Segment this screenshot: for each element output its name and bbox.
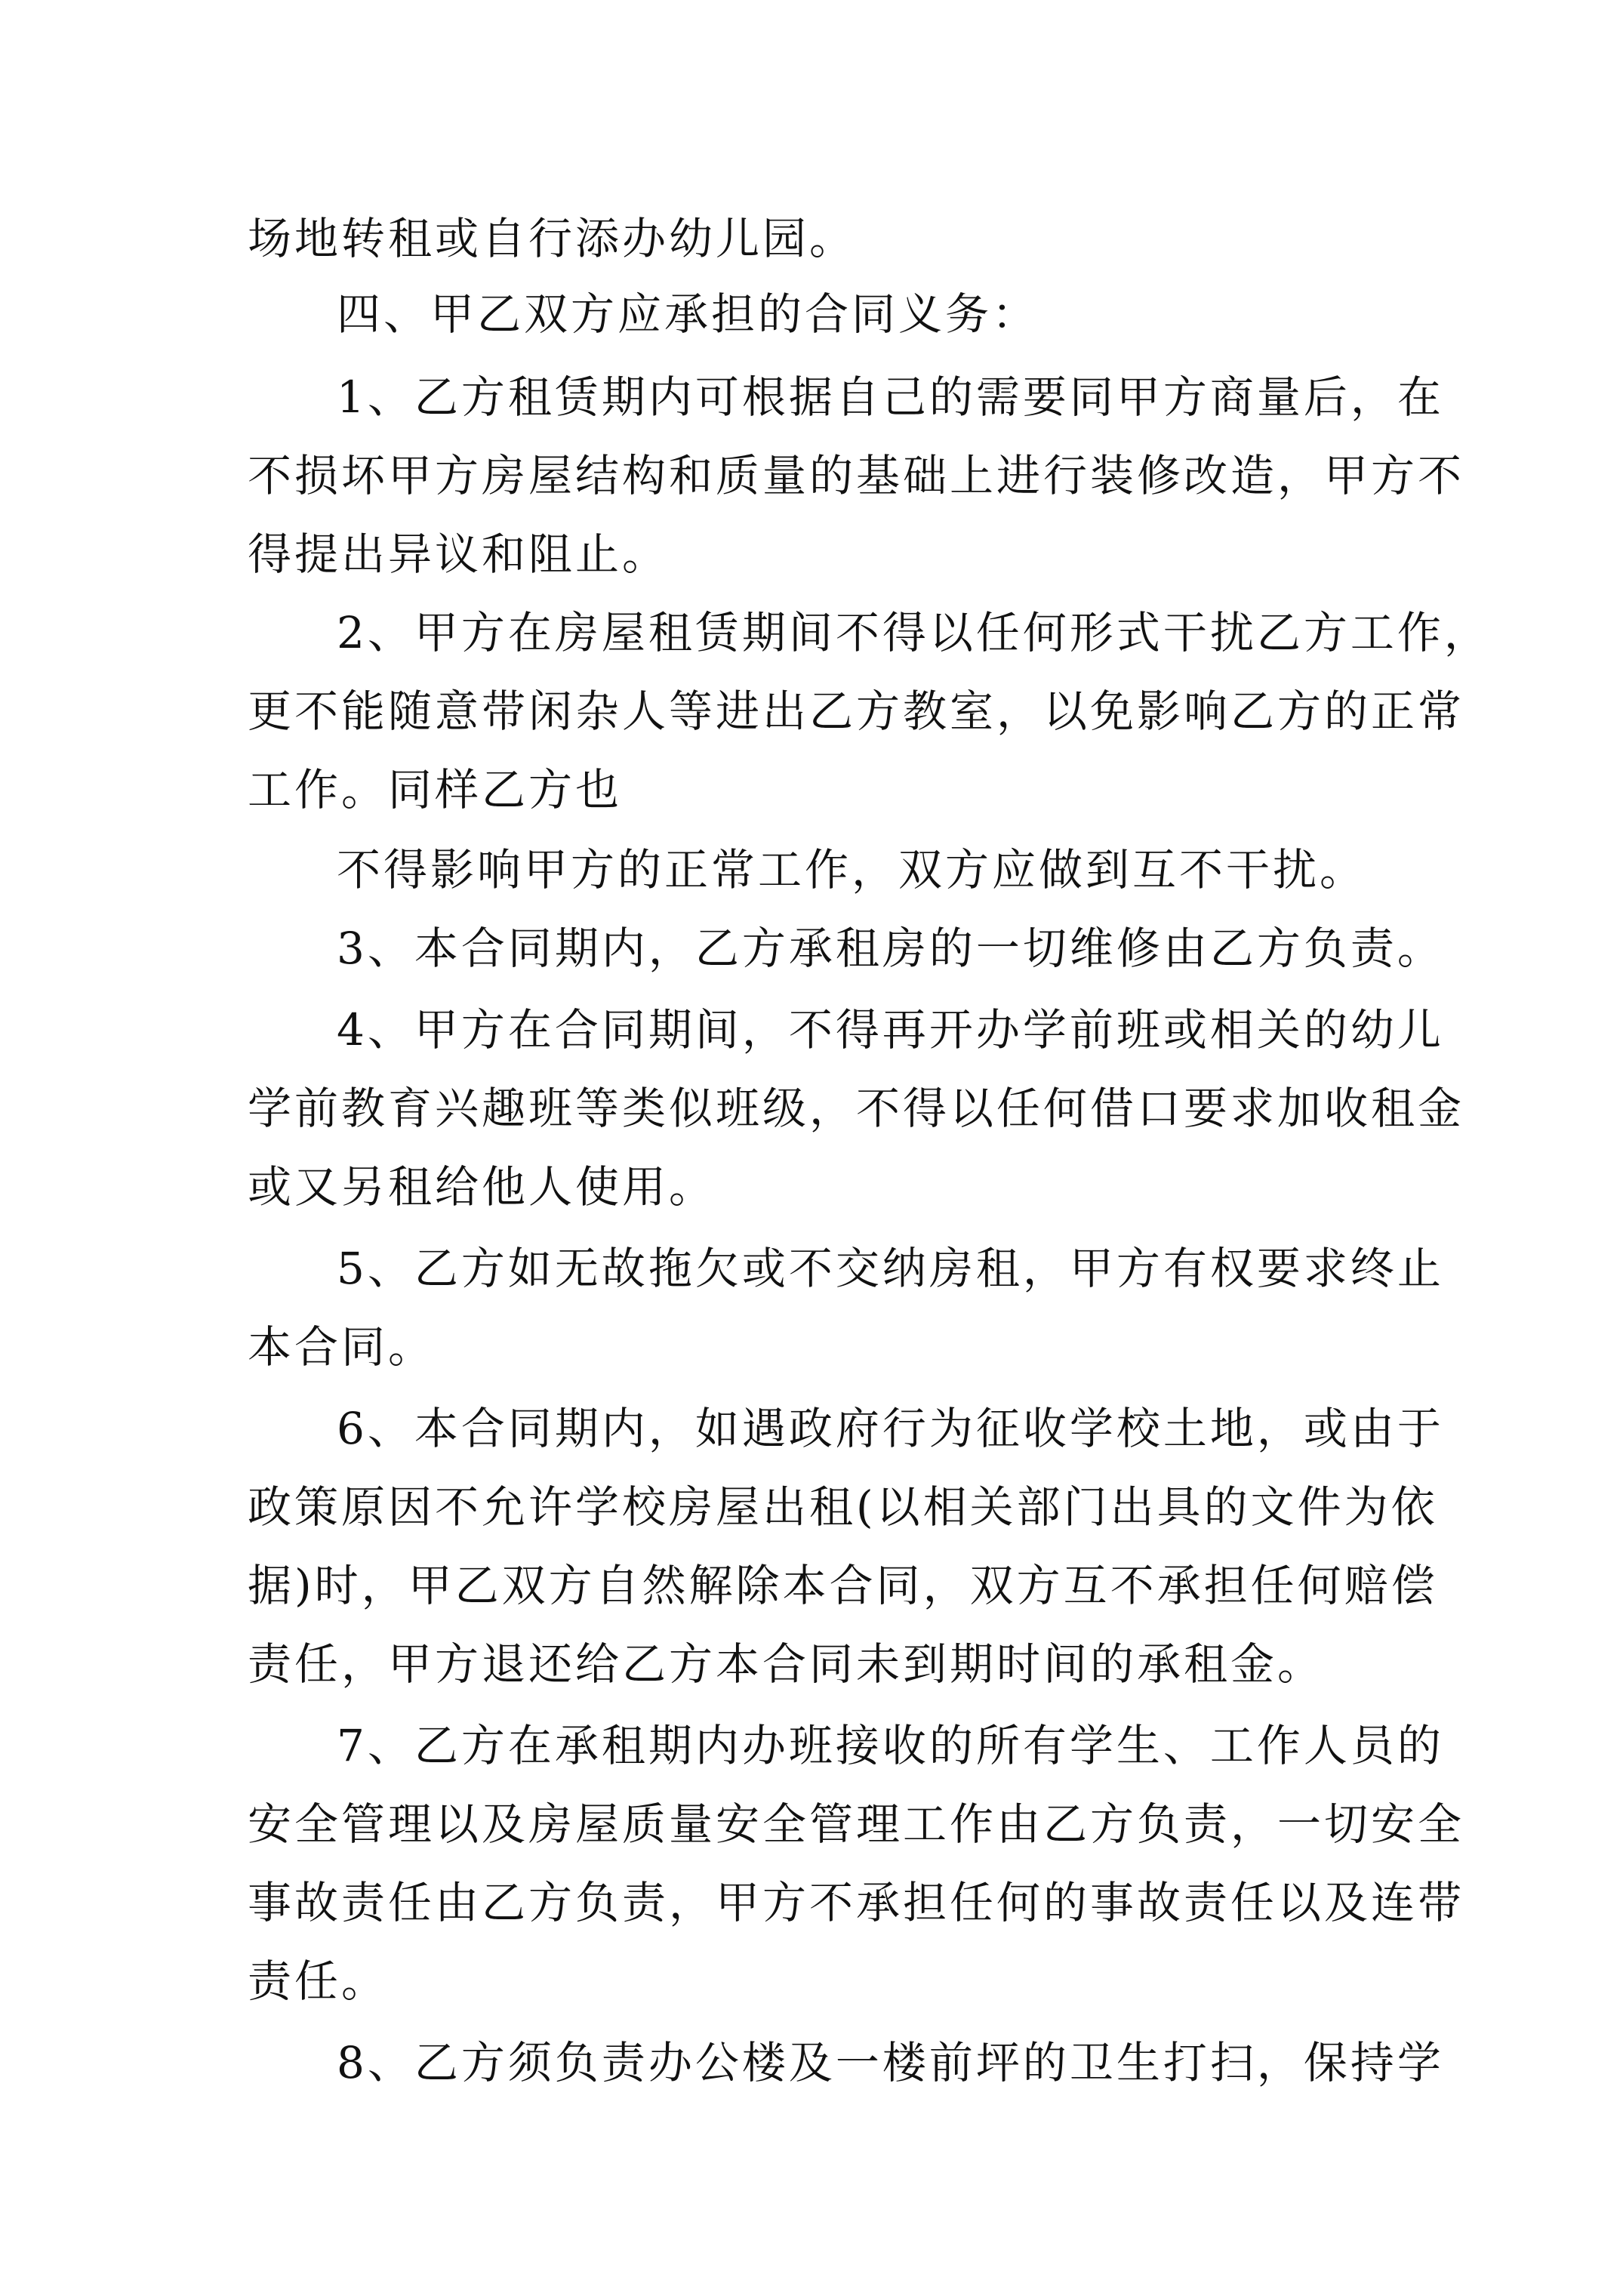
text-line: 更不能随意带闲杂人等进出乙方教室，以免影响乙方的正常 (248, 686, 1465, 737)
text-line: 据)时，甲乙双方自然解除本合同，双方互不承担任何赔偿 (248, 1560, 1438, 1611)
text-line: 3、本合同期内，乙方承租房的一切维修由乙方负责。 (337, 923, 1444, 974)
text-line: 不得影响甲方的正常工作，双方应做到互不干扰。 (337, 844, 1367, 895)
text-line: 工作。同样乙方也 (248, 764, 623, 815)
text-line: 7、乙方在承租期内办班接收的所有学生、工作人员的 (337, 1720, 1444, 1771)
text-line: 本合同。 (248, 1321, 436, 1373)
text-line: 政策原因不允许学校房屋出租(以相关部门出具的文件为依 (248, 1481, 1438, 1533)
text-line: 2、甲方在房屋租赁期间不得以任何形式干扰乙方工作， (337, 607, 1491, 658)
text-line: 1、乙方租赁期内可根据自己的需要同甲方商量后，在 (337, 371, 1444, 423)
text-line: 事故责任由乙方负责，甲方不承担任何的事故责任以及连带 (248, 1877, 1465, 1928)
text-line: 得提出异议和阻止。 (248, 529, 670, 580)
text-line: 8、乙方须负责办公楼及一楼前坪的卫生打扫，保持学 (337, 2037, 1444, 2088)
text-line: 5、乙方如无故拖欠或不交纳房租，甲方有权要求终止 (337, 1243, 1444, 1294)
text-line: 不损坏甲方房屋结构和质量的基础上进行装修改造，甲方不 (248, 450, 1465, 501)
text-line: 6、本合同期内，如遇政府行为征收学校土地，或由于 (337, 1403, 1444, 1454)
text-line: 安全管理以及房屋质量安全管理工作由乙方负责，一切安全 (248, 1798, 1465, 1850)
text-line: 责任，甲方退还给乙方本合同未到期时间的承租金。 (248, 1638, 1325, 1690)
text-line: 学前教育兴趣班等类似班级，不得以任何借口要求加收租金 (248, 1083, 1465, 1134)
text-line: 场地转租或自行添办幼儿园。 (248, 213, 857, 264)
section-heading: 四、甲乙双方应承担的合同义务： (337, 288, 1039, 340)
text-line: 4、甲方在合同期间，不得再开办学前班或相关的幼儿 (337, 1004, 1444, 1056)
text-line: 或又另租给他人使用。 (248, 1161, 716, 1213)
text-line: 责任。 (248, 1955, 389, 2007)
